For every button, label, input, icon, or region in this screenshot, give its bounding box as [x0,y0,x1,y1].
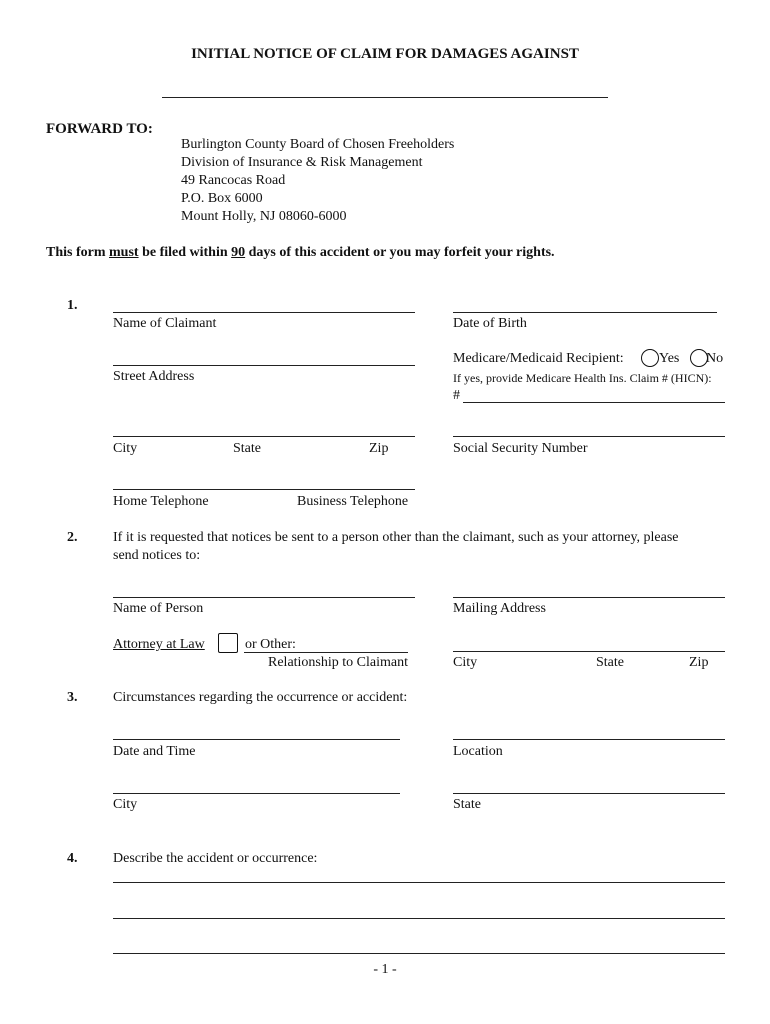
section-1-number: 1. [67,298,78,313]
notice-part2: be filed within [138,245,232,260]
or-other-field[interactable] [244,652,408,653]
address-line-3: 49 Rancocas Road [181,173,286,188]
filing-deadline-notice [46,245,555,261]
notice-part3: days of this accident or you may forfeit your rights. [245,245,555,260]
mailing-city-label: City [453,655,478,670]
notice-days: 90 [231,245,246,260]
accident-state-label: State [453,797,481,812]
forward-to-label: FORWARD TO: [46,121,153,137]
attorney-label: Attorney at Law [113,637,205,652]
accident-city-field[interactable] [113,793,400,794]
person-name-label: Name of Person [113,601,204,616]
notice-must: must [109,245,139,260]
city-state-zip-field[interactable] [113,436,415,437]
hicn-field[interactable] [463,402,725,403]
date-time-field[interactable] [113,739,400,740]
location-field[interactable] [453,739,725,740]
address-line-2: Division of Insurance & Risk Management [181,155,423,170]
medicare-label: Medicare/Medicaid Recipient: [453,351,624,366]
section-2-text-line-2: send notices to: [113,548,201,563]
claimant-name-label: Name of Claimant [113,316,217,331]
ssn-label: Social Security Number [453,441,588,456]
page-number: - 1 - [373,962,397,977]
medicare-yes-radio[interactable] [641,349,659,367]
attorney-checkbox[interactable] [218,633,238,653]
description-line-2[interactable] [113,918,725,919]
accident-city-label: City [113,797,138,812]
hicn-hash: # [453,388,460,403]
location-label: Location [453,744,503,759]
mailing-state-label: State [596,655,624,670]
or-other-label: or Other: [245,637,296,652]
section-3-text: Circumstances regarding the occurrence or accident: [113,690,408,705]
description-line-3[interactable] [113,953,725,954]
mailing-zip-label: Zip [689,655,709,670]
medicare-yes-label: Yes [659,351,680,366]
mailing-address-label: Mailing Address [453,601,546,616]
section-4-text: Describe the accident or occurrence: [113,851,318,866]
page-title: INITIAL NOTICE OF CLAIM FOR DAMAGES AGAINST [191,46,579,62]
section-2-text-line-1: If it is requested that notices be sent to a person other than the claimant, such as your attorney, please [113,530,679,545]
hicn-note: If yes, provide Medicare Health Ins. Claim # (HICN): [453,371,712,385]
section-4-number: 4. [67,851,78,866]
title-underline-field[interactable] [162,97,608,98]
section-3-number: 3. [67,690,78,705]
person-name-field[interactable] [113,597,415,598]
address-line-1: Burlington County Board of Chosen Freeholders [181,137,455,152]
accident-state-field[interactable] [453,793,725,794]
section-2-number: 2. [67,530,78,545]
claimant-name-field[interactable] [113,312,415,313]
mailing-city-state-zip-field[interactable] [453,651,725,652]
zip-label: Zip [369,441,389,456]
street-address-label: Street Address [113,369,195,384]
address-line-5: Mount Holly, NJ 08060-6000 [181,209,347,224]
notice-part1: This form [46,245,109,260]
home-telephone-label: Home Telephone [113,494,209,509]
city-label: City [113,441,138,456]
street-address-field[interactable] [113,365,415,366]
medicare-no-label: No [706,351,724,366]
date-time-label: Date and Time [113,744,196,759]
relationship-label: Relationship to Claimant [268,655,408,670]
state-label: State [233,441,261,456]
business-telephone-label: Business Telephone [297,494,409,509]
address-line-4: P.O. Box 6000 [181,191,263,206]
description-line-1[interactable] [113,882,725,883]
ssn-field[interactable] [453,436,725,437]
date-of-birth-label: Date of Birth [453,316,527,331]
telephone-field[interactable] [113,489,415,490]
date-of-birth-field[interactable] [453,312,717,313]
mailing-address-field[interactable] [453,597,725,598]
